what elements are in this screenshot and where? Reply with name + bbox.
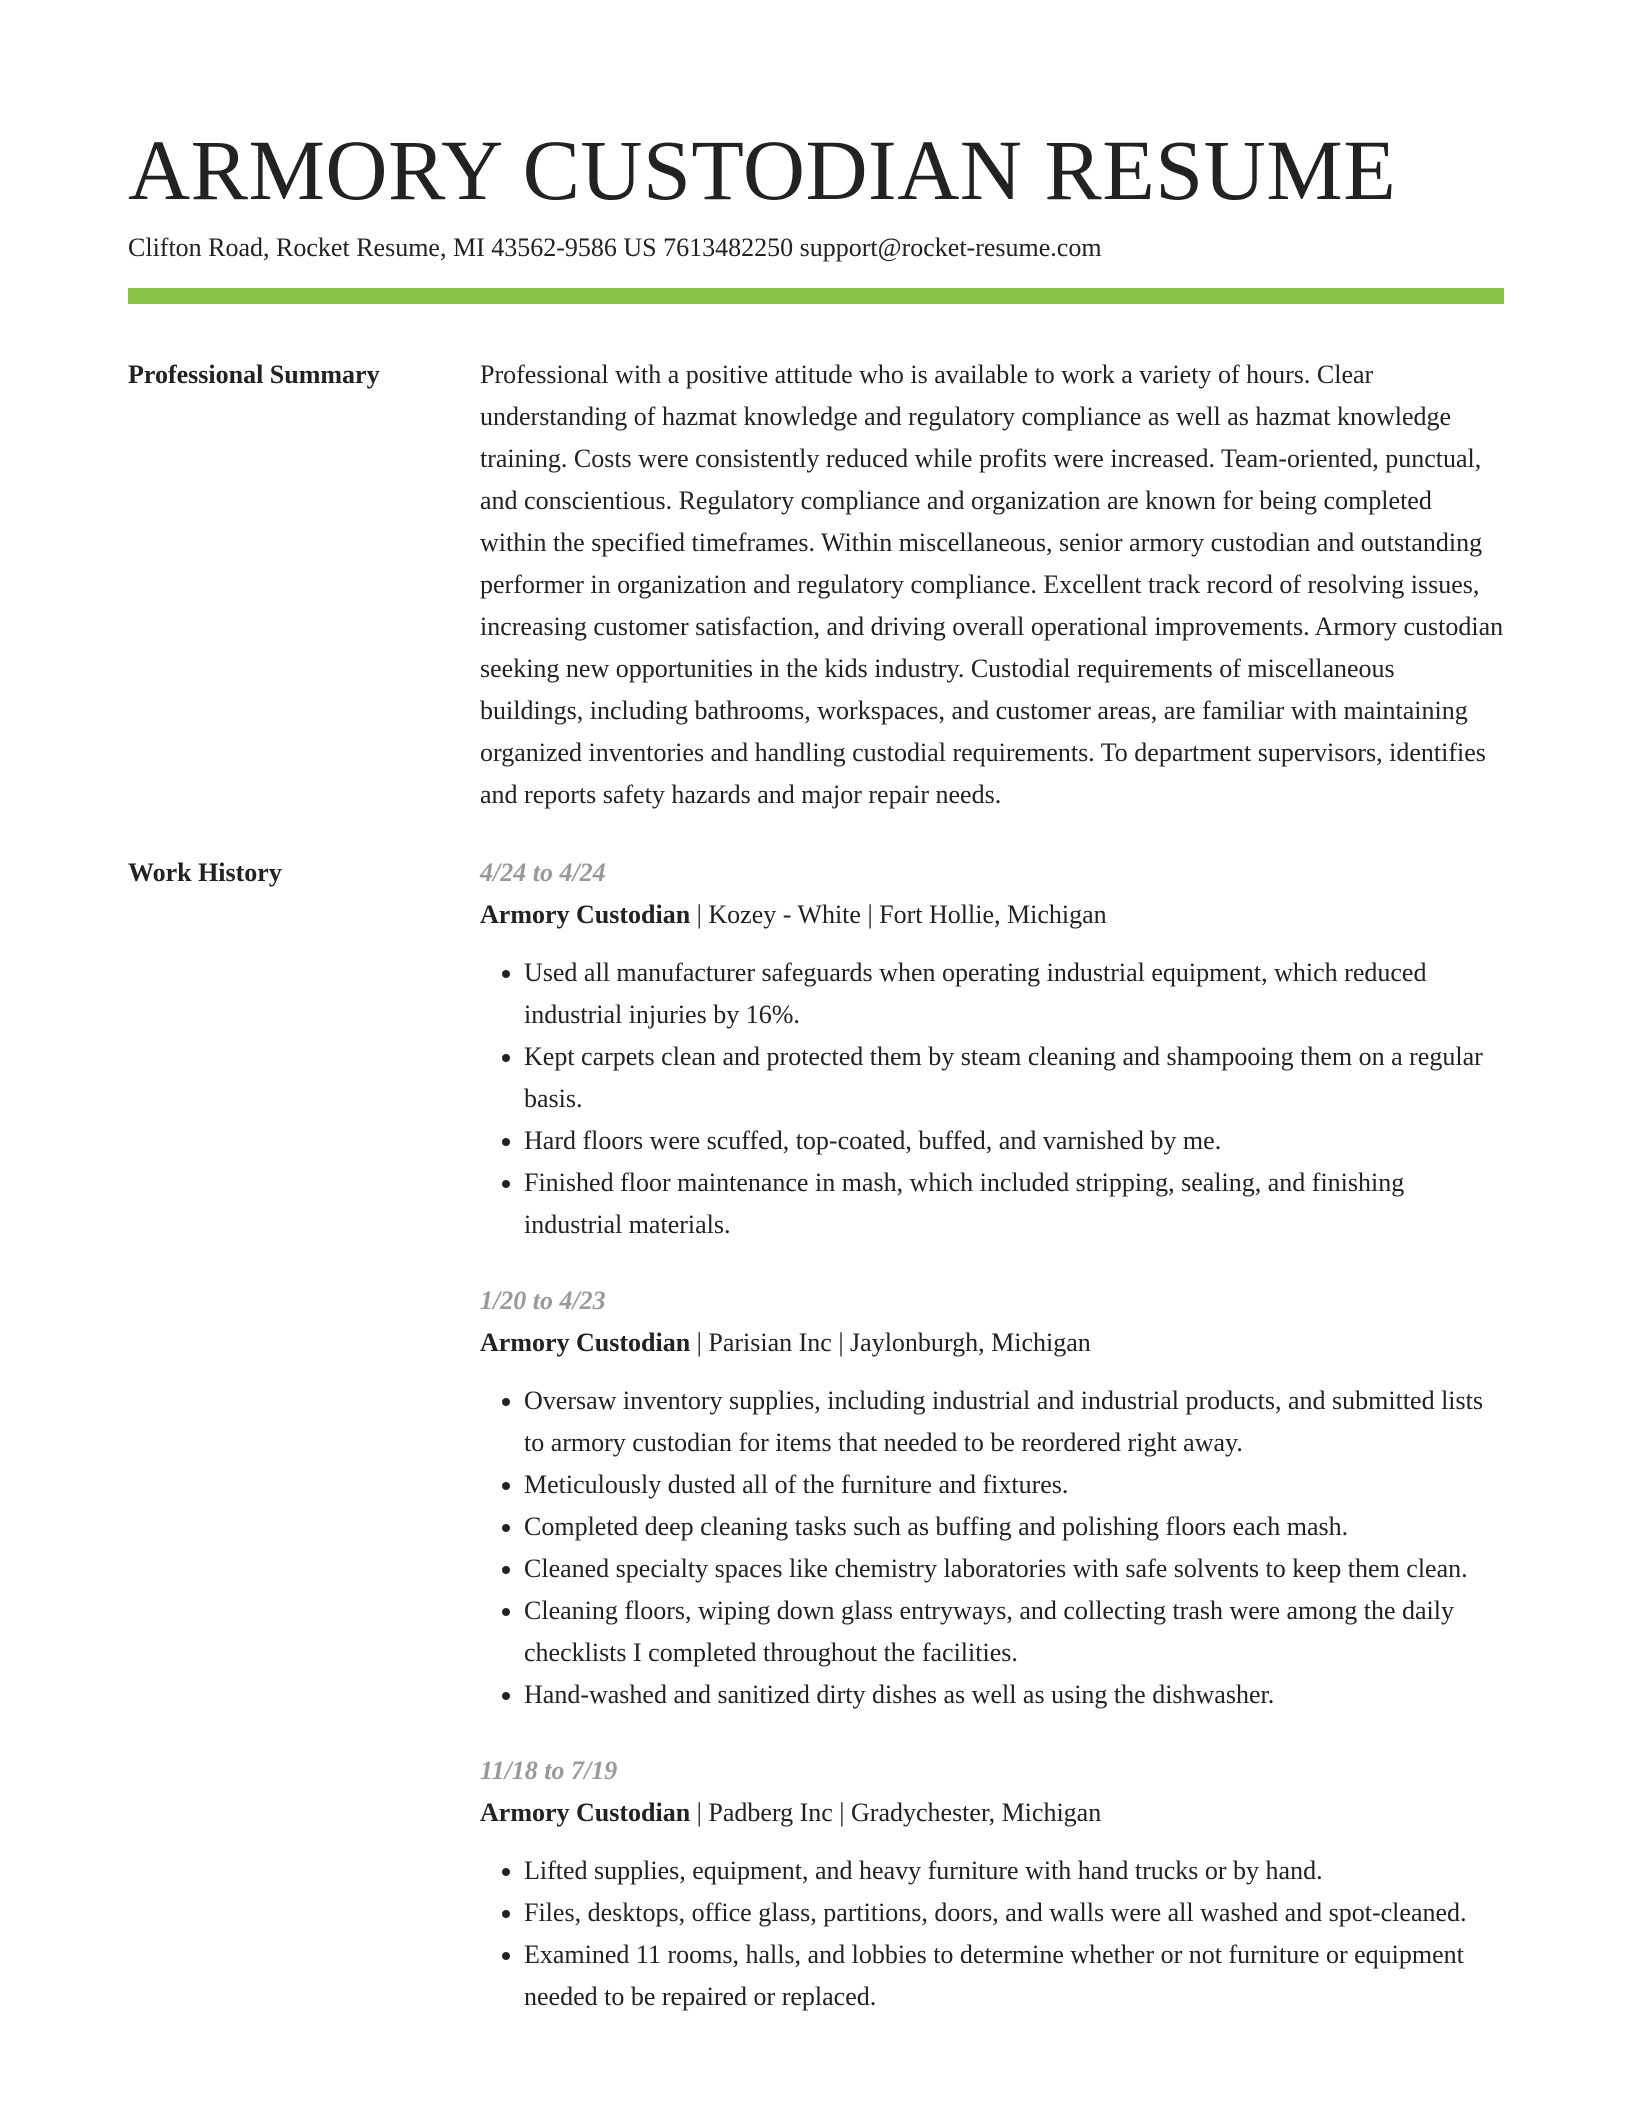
job-title: Armory Custodian (480, 900, 691, 929)
summary-text: Professional with a positive attitude who is available to work a variety of hours. Clear understanding of hazmat knowledge and regulatory compliance as well as hazmat knowledge training. Costs were consistently reduced while profits were increased. Team-oriented, punctual, and conscientious. Regulatory compliance and organization are known for being completed within the specified timeframes. Within miscellaneous, senior armory custodian and outstanding performer in organization and regulatory compliance. Excellent track record of resolving issues, increasing customer satisfaction, and driving overall operational improvements. Armory custodian seeking new opportunities in the kids industry. Custodial requirements of miscellaneous buildings, including bathrooms, workspaces, and customer areas, are familiar with maintaining organized inventories and handling custodial requirements. To department supervisors, identifies and reports safety hazards and major repair needs. (480, 360, 1504, 809)
job-details: | Kozey - White | Fort Hollie, Michigan (690, 900, 1107, 929)
work-history-section (128, 852, 1504, 2018)
bullet-item: • Examined 11 rooms, halls, and lobbies to determine whether or not furniture or equipment needed to be repaired or replaced. (524, 1934, 1504, 2018)
contact-line: Clifton Road, Rocket Resume, MI 43562-9586 US 7613482250 support@rocket-resume.com (128, 233, 1102, 262)
job-entry (480, 852, 1504, 1246)
job-heading (480, 894, 1504, 936)
bullet-item: • Files, desktops, office glass, partitions, doors, and walls were all washed and spot-cleaned. (524, 1892, 1504, 1934)
job-details: | Padberg Inc | Gradychester, Michigan (690, 1798, 1102, 1827)
bullet-item: • Finished floor maintenance in mash, which included stripping, sealing, and finishing industrial materials. (524, 1162, 1504, 1246)
bullet-item: • Meticulously dusted all of the furniture and fixtures. (524, 1464, 1504, 1506)
job-bullets (480, 1380, 1504, 1716)
section-label: Professional Summary (128, 360, 380, 389)
job-entry (480, 1280, 1504, 1716)
job-dates: 11/18 to 7/19 (480, 1756, 618, 1785)
accent-divider (128, 288, 1504, 304)
job-dates: 4/24 to 4/24 (480, 858, 606, 887)
section-label: Work History (128, 858, 282, 887)
job-bullets (480, 1850, 1504, 2018)
section-body (480, 354, 1504, 816)
job-title: Armory Custodian (480, 1798, 691, 1827)
job-heading (480, 1792, 1504, 1834)
resume-page (128, 120, 1504, 2018)
bullet-item: • Hard floors were scuffed, top-coated, buffed, and varnished by me. (524, 1120, 1504, 1162)
professional-summary-section (128, 354, 1504, 816)
job-heading (480, 1322, 1504, 1364)
bullet-item: • Completed deep cleaning tasks such as buffing and polishing floors each mash. (524, 1506, 1504, 1548)
job-details: | Parisian Inc | Jaylonburgh, Michigan (690, 1328, 1091, 1357)
bullet-item: • Kept carpets clean and protected them by steam cleaning and shampooing them on a regular basis. (524, 1036, 1504, 1120)
job-dates: 1/20 to 4/23 (480, 1286, 606, 1315)
bullet-item: • Cleaning floors, wiping down glass entryways, and collecting trash were among the daily checklists I completed throughout the facilities. (524, 1590, 1504, 1674)
bullet-item: • Hand-washed and sanitized dirty dishes as well as using the dishwasher. (524, 1674, 1504, 1716)
bullet-item: • Lifted supplies, equipment, and heavy furniture with hand trucks or by hand. (524, 1850, 1504, 1892)
bullet-item: • Oversaw inventory supplies, including industrial and industrial products, and submitted lists to armory custodian for items that needed to be reordered right away. (524, 1380, 1504, 1464)
job-bullets (480, 952, 1504, 1246)
job-entry (480, 1750, 1504, 2018)
bullet-item: • Cleaned specialty spaces like chemistry laboratories with safe solvents to keep them clean. (524, 1548, 1504, 1590)
job-title: Armory Custodian (480, 1328, 691, 1357)
bullet-item: • Used all manufacturer safeguards when operating industrial equipment, which reduced industrial injuries by 16%. (524, 952, 1504, 1036)
resume-title: ARMORY CUSTODIAN RESUME (128, 122, 1397, 218)
section-body (480, 852, 1504, 2018)
